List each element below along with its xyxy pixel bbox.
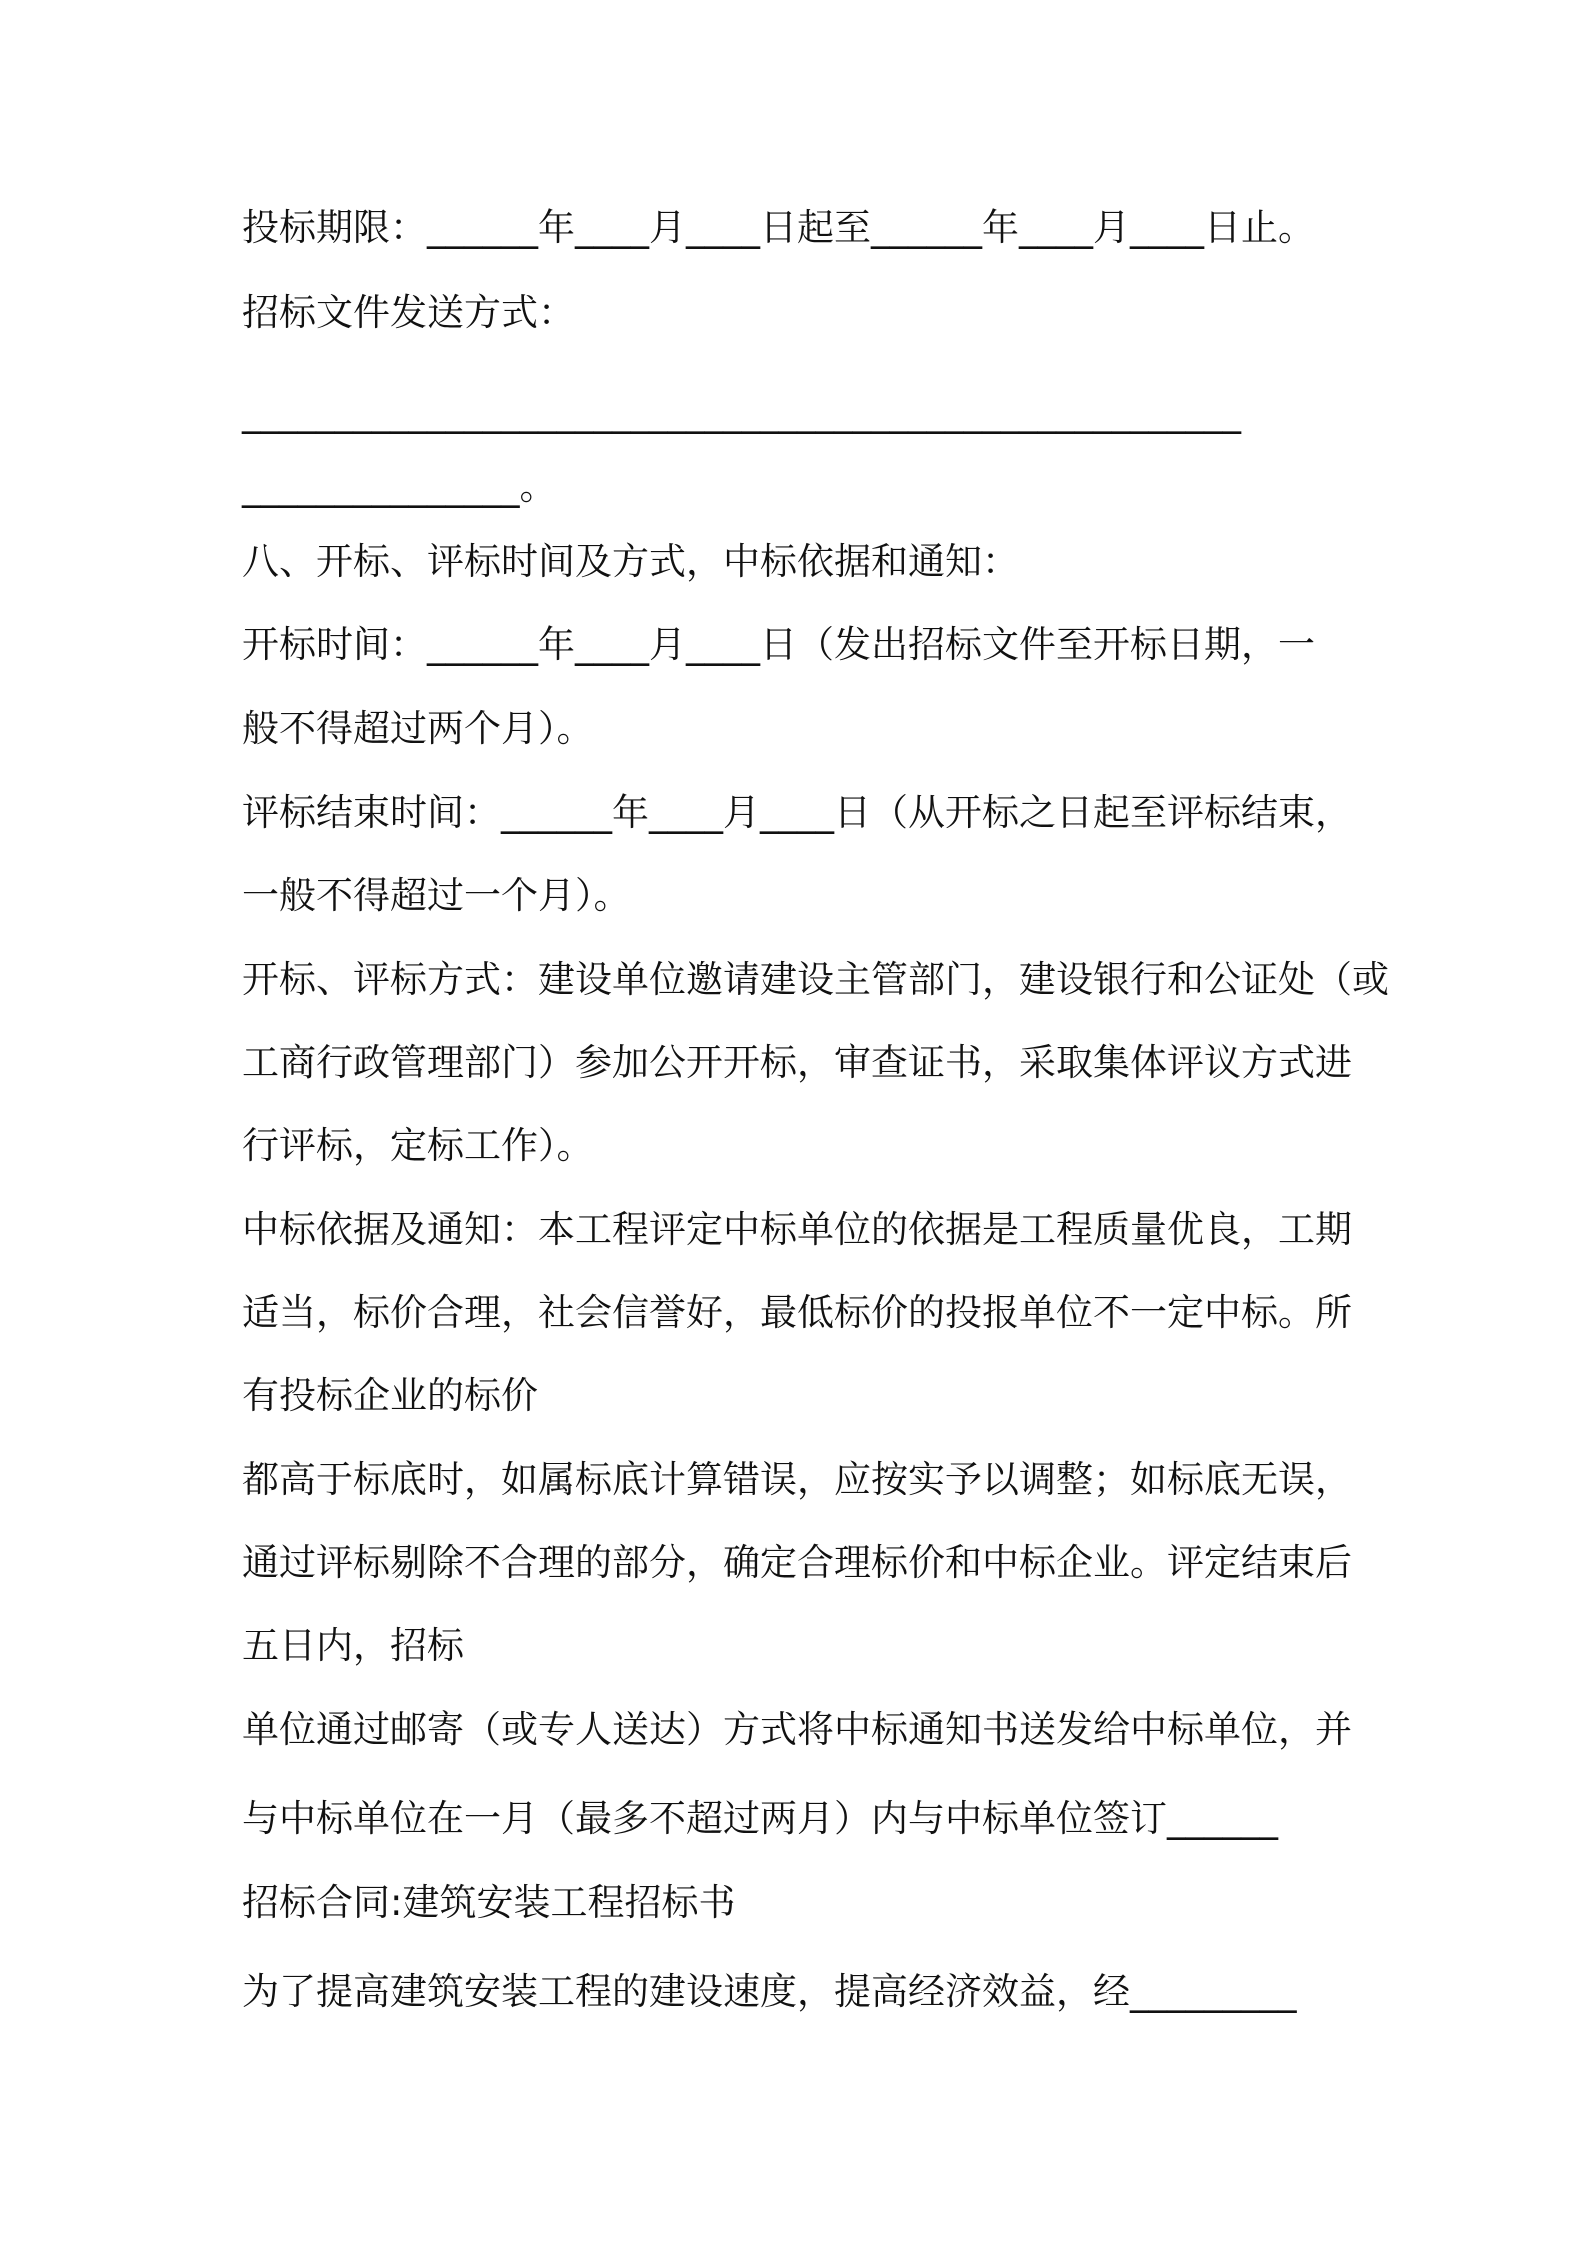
award-basis-line-1: 中标依据及通知：本工程评定中标单位的依据是工程质量优良，工期 [242,1208,1352,1251]
bid-opening-time-line-cont: 般不得超过两个月）。 [242,707,594,750]
contract-title-line: 招标合同:建筑安装工程招标书 [242,1881,736,1924]
award-basis-line-2: 适当，标价合理，社会信誉好，最低标价的投报单位不一定中标。所 [242,1291,1352,1334]
award-basis-line-5: 通过评标剔除不合理的部分，确定合理标价和中标企业。评定结束后 [242,1541,1352,1584]
evaluation-end-time-line-cont: 一般不得超过一个月）。 [242,874,631,917]
bid-opening-time-line: 开标时间：______年____月____日（发出招标文件至开标日期，一 [242,623,1315,666]
evaluation-end-time-line: 评标结束时间：______年____月____日（从开标之日起至评标结束， [242,791,1352,834]
award-basis-line-4: 都高于标底时，如属标底计算错误，应按实予以调整；如标底无误， [242,1458,1352,1501]
award-basis-line-6: 五日内，招标 [242,1624,464,1667]
opening-evaluation-method-line-3: 行评标，定标工作）。 [242,1124,594,1167]
section-heading-eight: 八、开标、评标时间及方式，中标依据和通知： [242,540,1019,583]
blank-fill-line: ______________________________________________________ [242,391,1241,434]
bid-document-delivery-label: 招标文件发送方式： [242,291,575,334]
blank-fill-line-end: _______________。 [242,465,557,508]
bid-period-line: 投标期限：______年____月____日起至______年____月____日止。 [242,206,1315,249]
award-basis-line-3: 有投标企业的标价 [242,1374,538,1417]
opening-evaluation-method-line-2: 工商行政管理部门）参加公开开标，审查证书，采取集体评议方式进 [242,1041,1352,1084]
opening-evaluation-method-line-1: 开标、评标方式：建设单位邀请建设主管部门，建设银行和公证处（或 [242,958,1389,1001]
award-notice-line-1: 单位通过邮寄（或专人送达）方式将中标通知书送发给中标单位，并 [242,1708,1352,1751]
intro-paragraph-line: 为了提高建筑安装工程的建设速度，提高经济效益，经_________ [242,1970,1297,2013]
award-notice-line-2: 与中标单位在一月（最多不超过两月）内与中标单位签订______ [242,1797,1278,1840]
